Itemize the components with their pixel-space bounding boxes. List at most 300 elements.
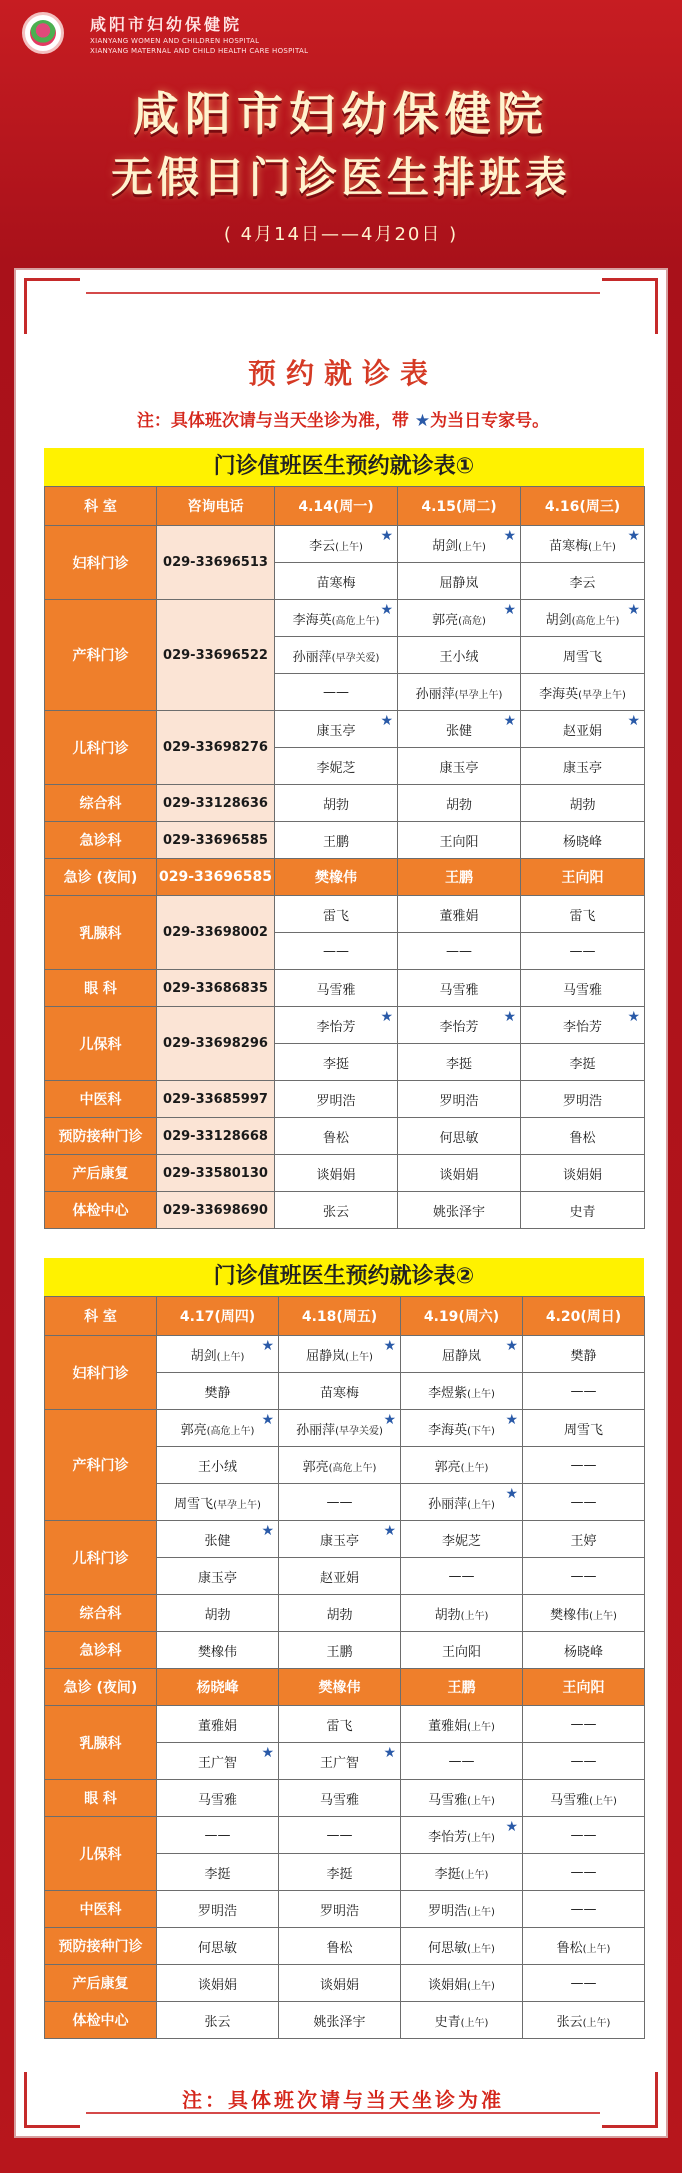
doctor-cell [279,1447,401,1484]
phone-cell: 029-33685997 [157,1081,275,1118]
doctor-cell [157,1410,279,1447]
doctor-cell [523,2002,645,2039]
doctor-name: 王小绒 [197,1459,237,1475]
doctor-name: 张云 [204,2014,231,2030]
doctor-name: 周雪飞 [562,649,602,665]
shift-note: (上午) [467,1943,495,1955]
doctor-name: 赵亚娟 [319,1570,359,1586]
doctor-name: 周雪飞 [174,1496,214,1512]
doctor-cell [279,1669,401,1706]
doctor-cell [401,1632,523,1669]
doctor-cell [279,1632,401,1669]
table-row [45,785,645,822]
phone-cell: 029-33698002 [157,896,275,970]
doctor-cell [157,1373,279,1410]
doctor-name: 胡剑 [432,538,459,554]
shift-note: (上午) [460,1462,489,1474]
doctor-name: —— [570,1975,597,1991]
column-header: 咨询电话 [157,487,275,526]
doctor-cell [279,2002,401,2039]
doctor-cell [401,1965,523,2002]
doctor-name: 郭亮 [432,612,459,628]
doctor-cell [275,748,398,785]
department-cell: 儿科门诊 [45,711,157,785]
doctor-name: —— [570,1827,597,1843]
doctor-name: 王向阳 [562,1680,605,1696]
logo-cn: 咸阳市妇幼保健院 [90,15,243,34]
column-header: 科 室 [45,487,157,526]
shift-note: (上午) [589,1795,617,1807]
doctor-name: 姚张泽宇 [313,2014,366,2030]
doctor-cell [521,785,645,822]
doctor-name: 李怡芳 [439,1019,479,1035]
doctor-name: 李挺 [326,1866,353,1882]
doctor-cell [521,1192,645,1229]
shift-note: (早孕上午) [213,1499,261,1511]
doctor-name: 康玉亭 [316,723,356,739]
doctor-cell [157,1632,279,1669]
table-row [45,1669,645,1706]
department-cell: 妇科门诊 [45,526,157,600]
department-cell: 眼 科 [45,970,157,1007]
doctor-cell [398,563,521,600]
doctor-cell [523,1484,645,1521]
doctor-cell [401,1410,523,1447]
doctor-name: —— [570,1457,597,1473]
table-row [45,822,645,859]
expert-star-icon: ★ [383,1412,396,1428]
doctor-name: 罗明浩 [562,1093,602,1109]
table-2 [44,1296,645,2039]
expert-star-icon: ★ [505,1486,518,1502]
phone-cell: 029-33580130 [157,1155,275,1192]
table-row [45,711,645,748]
doctor-name: 马雪雅 [439,982,479,998]
doctor-name: —— [326,1494,353,1510]
hospital-logo-text [90,12,308,55]
date-range: ( 4月14日——4月20日 ) [223,224,459,245]
doctor-name: 李云 [569,575,596,591]
doctor-cell [157,1965,279,2002]
department-cell: 中医科 [45,1891,157,1928]
doctor-cell [279,1817,401,1854]
schedule-card [14,268,668,2138]
doctor-name: 胡勃 [434,1607,461,1623]
doctor-name: 董雅娟 [439,908,479,924]
doctor-cell [275,785,398,822]
doctor-cell [401,2002,523,2039]
doctor-name: 雷飞 [569,908,596,924]
table-row [45,1928,645,1965]
doctor-cell [521,933,645,970]
doctor-name: 史青 [569,1204,596,1220]
department-cell: 急诊 (夜间) [45,1669,157,1706]
doctor-cell [157,1706,279,1743]
doctor-name: 康玉亭 [439,760,479,776]
doctor-name: 郭亮 [302,1459,329,1475]
doctor-cell [401,1780,523,1817]
doctor-cell [521,637,645,674]
table-row [45,526,645,563]
table-row [45,1780,645,1817]
doctor-name: 何思敏 [197,1940,237,1956]
doctor-name: 李海英 [428,1422,468,1438]
logo-en1: XIANYANG WOMEN AND CHILDREN HOSPITAL [90,37,260,45]
doctor-name: 屈静岚 [306,1348,346,1364]
shift-note: (上午) [588,541,616,553]
department-cell: 急诊科 [45,1632,157,1669]
header [0,0,682,262]
doctor-cell [398,600,521,637]
doctor-cell [275,637,398,674]
doctor-cell [398,933,521,970]
doctor-cell [157,1928,279,1965]
doctor-cell [398,1192,521,1229]
shift-note: (上午) [467,1388,495,1400]
doctor-cell [279,1965,401,2002]
doctor-cell [279,1521,401,1558]
expert-star-icon: ★ [505,1819,518,1835]
doctor-name: 孙丽萍 [428,1496,468,1512]
doctor-cell [279,1854,401,1891]
doctor-name: —— [570,1716,597,1732]
doctor-cell [401,1669,523,1706]
doctor-cell [523,1521,645,1558]
column-header: 4.15(周二) [398,487,521,526]
doctor-name: 康玉亭 [319,1533,359,1549]
doctor-name: 罗明浩 [428,1903,468,1919]
doctor-name: 史青 [434,2014,461,2030]
shift-note: (高危上午) [206,1425,255,1437]
doctor-cell [521,711,645,748]
expert-star-icon: ★ [380,528,393,544]
doctor-cell [157,1854,279,1891]
department-cell: 中医科 [45,1081,157,1118]
department-cell: 体检中心 [45,2002,157,2039]
doctor-cell [398,1007,521,1044]
shift-note: (上午) [460,2017,489,2029]
doctor-name: —— [448,1568,475,1584]
doctor-cell [275,600,398,637]
doctor-cell [398,859,521,896]
shift-note: (高危) [458,615,486,627]
frame-line [86,292,600,294]
doctor-cell [275,1081,398,1118]
doctor-cell [279,1558,401,1595]
doctor-name: 雷飞 [326,1718,353,1734]
logo-en2: XIANYANG MATERNAL AND CHILD HEALTH CARE HOSPITAL [90,47,309,55]
doctor-name: 李挺 [204,1866,231,1882]
doctor-cell [275,933,398,970]
doctor-cell [401,1743,523,1780]
doctor-name: 郭亮 [180,1422,207,1438]
doctor-name: 杨晓峰 [196,1680,239,1696]
expert-star-icon: ★ [627,528,640,544]
doctor-name: 张云 [556,2014,583,2030]
shift-note: (高危上午) [331,615,380,627]
doctor-name: 胡勃 [445,797,472,813]
doctor-name: 董雅娟 [197,1718,237,1734]
doctor-cell [521,600,645,637]
doctor-cell [157,1521,279,1558]
doctor-name: —— [570,1494,597,1510]
doctor-name: 鲁松 [556,1940,583,1956]
department-cell: 儿保科 [45,1817,157,1891]
doctor-name: —— [569,943,596,959]
doctor-cell [275,1192,398,1229]
doctor-name: 赵亚娟 [562,723,602,739]
doctor-cell [279,1891,401,1928]
doctor-cell [521,859,645,896]
table-row [45,1336,645,1373]
expert-star-icon: ★ [503,528,516,544]
doctor-name: 王小绒 [439,649,479,665]
doctor-name: 胡勃 [204,1607,231,1623]
shift-note: (上午) [467,1906,495,1918]
doctor-name: 王鹏 [447,1680,476,1696]
department-cell: 产科门诊 [45,600,157,711]
department-cell: 急诊 (夜间) [45,859,157,896]
doctor-cell [157,1780,279,1817]
expert-star-icon: ★ [383,1745,396,1761]
doctor-name: —— [570,1383,597,1399]
expert-star-icon: ★ [261,1523,274,1539]
doctor-name: 孙丽萍 [292,649,332,665]
expert-star-icon: ★ [505,1338,518,1354]
doctor-name: 李挺 [569,1056,596,1072]
doctor-name: 杨晓峰 [562,834,602,850]
doctor-name: —— [323,684,349,700]
shift-note: (上午) [460,1869,489,1881]
table-2-title: 门诊值班医生预约就诊表② [44,1258,644,1296]
shift-note: (上午) [589,1610,617,1622]
doctor-cell [401,1447,523,1484]
doctor-name: 李挺 [434,1866,461,1882]
doctor-name: 胡剑 [190,1348,217,1364]
phone-cell: 029-33686835 [157,970,275,1007]
doctor-name: 李妮芝 [316,760,356,776]
shift-note: (上午) [467,1499,495,1511]
doctor-cell [521,1118,645,1155]
doctor-cell [398,896,521,933]
expert-star-icon: ★ [380,602,393,618]
doctor-name: 胡勃 [322,797,349,813]
doctor-cell [401,1706,523,1743]
doctor-name: 马雪雅 [319,1792,359,1808]
column-header: 4.18(周五) [279,1297,401,1336]
table-row [45,2002,645,2039]
doctor-cell [398,1118,521,1155]
column-header: 科 室 [45,1297,157,1336]
doctor-cell [398,1155,521,1192]
phone-cell: 029-33696522 [157,600,275,711]
table-row [45,1891,645,1928]
column-header: 4.17(周四) [157,1297,279,1336]
doctor-cell [279,1706,401,1743]
department-cell: 体检中心 [45,1192,157,1229]
frame-corner-decoration [24,278,80,334]
table-row [45,1081,645,1118]
doctor-name: 李怡芳 [562,1019,602,1035]
doctor-cell [523,1743,645,1780]
expert-star-icon: ★ [627,1009,640,1025]
doctor-cell [279,1743,401,1780]
doctor-cell [523,1854,645,1891]
doctor-name: 孙丽萍 [296,1422,336,1438]
doctor-name: —— [448,1753,475,1769]
doctor-name: 马雪雅 [197,1792,237,1808]
department-cell: 预防接种门诊 [45,1118,157,1155]
doctor-name: 孙丽萍 [415,686,455,702]
doctor-cell [401,1854,523,1891]
doctor-cell [157,1817,279,1854]
doctor-name: —— [570,1864,597,1880]
table-row [45,896,645,933]
doctor-cell [521,1007,645,1044]
doctor-cell [523,1891,645,1928]
doctor-name: 张健 [204,1533,231,1549]
doctor-cell [521,563,645,600]
doctor-cell [521,970,645,1007]
doctor-name: 李海英 [539,686,579,702]
doctor-cell [157,1595,279,1632]
table-1 [44,486,645,1229]
doctor-cell [401,1336,523,1373]
table-row [45,1118,645,1155]
doctor-name: 谈娟娟 [562,1167,602,1183]
doctor-name: 罗明浩 [197,1903,237,1919]
department-cell: 儿保科 [45,1007,157,1081]
doctor-name: 康玉亭 [197,1570,237,1586]
table-row [45,600,645,637]
doctor-cell [521,1044,645,1081]
doctor-name: 董雅娟 [428,1718,468,1734]
doctor-cell [401,1595,523,1632]
doctor-name: 苗寒梅 [549,538,589,554]
doctor-name: 樊橡伟 [318,1680,361,1696]
phone-cell: 029-33698690 [157,1192,275,1229]
doctor-cell [521,1081,645,1118]
doctor-name: 李云 [309,538,336,554]
doctor-name: 罗明浩 [316,1093,356,1109]
doctor-name: 谈娟娟 [428,1977,468,1993]
doctor-cell [523,1706,645,1743]
doctor-name: 王向阳 [561,870,604,886]
doctor-cell [523,1336,645,1373]
doctor-name: 王广智 [197,1755,237,1771]
doctor-cell [157,1336,279,1373]
doctor-cell [523,1595,645,1632]
doctor-cell [157,1669,279,1706]
column-header: 4.19(周六) [401,1297,523,1336]
shift-note: (上午) [582,1943,611,1955]
doctor-name: —— [323,943,349,959]
expert-star-icon: ★ [503,1009,516,1025]
doctor-name: 雷飞 [322,908,349,924]
shift-note: (上午) [467,1721,495,1733]
shift-note: (上午) [467,1980,495,1992]
doctor-cell [401,1891,523,1928]
doctor-name: 李挺 [445,1056,472,1072]
table-row [45,970,645,1007]
doctor-name: 马雪雅 [316,982,356,998]
doctor-cell [401,1928,523,1965]
shift-note: (早孕上午) [578,689,626,701]
doctor-name: 谈娟娟 [197,1977,237,1993]
doctor-cell [279,1595,401,1632]
card-note [16,406,670,431]
doctor-name: 屈静岚 [439,575,479,591]
shift-note: (上午) [467,1795,495,1807]
expert-star-icon: ★ [503,713,516,729]
doctor-cell [275,711,398,748]
doctor-name: 马雪雅 [550,1792,590,1808]
doctor-cell [279,1484,401,1521]
department-cell: 综合科 [45,785,157,822]
doctor-name: 康玉亭 [562,760,602,776]
doctor-name: 鲁松 [569,1130,596,1146]
doctor-cell [279,1373,401,1410]
doctor-name: 谈娟娟 [316,1167,356,1183]
doctor-cell [401,1521,523,1558]
doctor-name: —— [204,1827,231,1843]
doctor-name: 胡剑 [545,612,572,628]
doctor-name: 王鹏 [445,870,473,886]
phone-cell: 029-33128668 [157,1118,275,1155]
hospital-logo-icon [22,12,64,54]
doctor-cell [279,1410,401,1447]
doctor-name: 罗明浩 [439,1093,479,1109]
doctor-name: 王向阳 [441,1644,481,1660]
doctor-cell [398,785,521,822]
doctor-name: 鲁松 [322,1130,349,1146]
doctor-cell [521,674,645,711]
doctor-name: 王鹏 [326,1644,353,1660]
doctor-name: 李怡芳 [428,1829,468,1845]
shift-note: (上午) [335,541,363,553]
doctor-name: 李妮芝 [441,1533,481,1549]
doctor-name: —— [446,943,472,959]
expert-star-icon: ★ [383,1523,396,1539]
doctor-name: 鲁松 [326,1940,353,1956]
department-cell: 眼 科 [45,1780,157,1817]
phone-cell: 029-33698296 [157,1007,275,1081]
doctor-cell [157,1743,279,1780]
doctor-cell [157,1447,279,1484]
schedule-table-1 [44,448,644,1229]
doctor-cell [279,1928,401,1965]
expert-star-icon: ★ [261,1412,274,1428]
doctor-cell [275,674,398,711]
doctor-name: 樊橡伟 [197,1644,237,1660]
doctor-name: 王婷 [570,1533,597,1549]
doctor-cell [275,970,398,1007]
doctor-name: 李怡芳 [316,1019,356,1035]
doctor-cell [523,1447,645,1484]
doctor-cell [398,526,521,563]
department-cell: 乳腺科 [45,896,157,970]
department-cell: 乳腺科 [45,1706,157,1780]
bottom-note: 注：具体班次请与当天坐诊为准 [182,2088,504,2112]
table-1-title: 门诊值班医生预约就诊表① [44,448,644,486]
doctor-cell [523,1632,645,1669]
doctor-cell [398,822,521,859]
phone-cell: 029-33698276 [157,711,275,785]
doctor-name: —— [570,1753,597,1769]
expert-star-icon: ★ [383,1338,396,1354]
doctor-name: 樊静 [570,1348,597,1364]
doctor-cell [398,970,521,1007]
